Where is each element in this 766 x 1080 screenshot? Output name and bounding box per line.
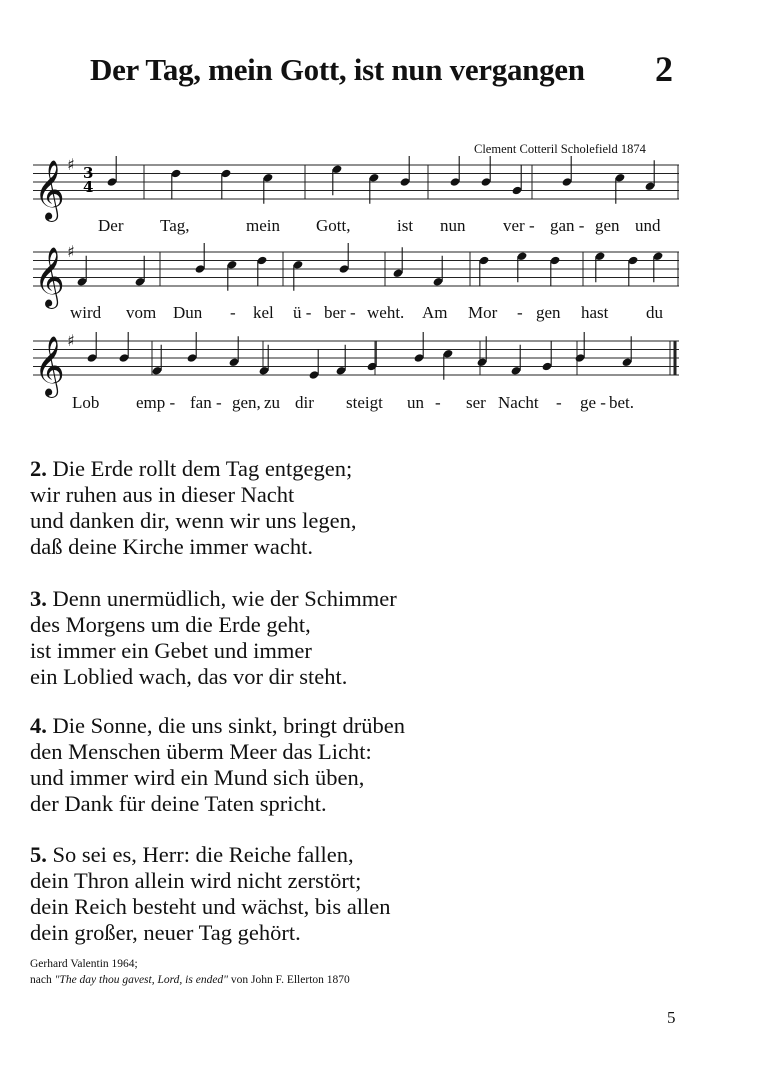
stanza-line: ist immer ein Gebet und immer <box>30 638 312 663</box>
stanza-line: ein Loblied wach, das vor dir steht. <box>30 664 348 689</box>
time-signature-bottom: 4 <box>83 178 94 196</box>
lyric-syllable: hast <box>581 303 609 322</box>
key-sharp-icon: ♯ <box>67 242 75 261</box>
lyrics-line-2 <box>70 303 664 322</box>
page-number: 5 <box>667 1008 676 1027</box>
lyric-syllable: zu <box>264 393 281 412</box>
lyric-syllable: fan - <box>190 393 222 412</box>
lyric-syllable: mein <box>246 216 280 235</box>
stanza-line: des Morgens um die Erde geht, <box>30 612 311 637</box>
lyric-syllable: nun <box>440 216 466 235</box>
key-sharp-icon: ♯ <box>67 331 75 350</box>
lyric-syllable: kel <box>253 303 274 322</box>
lyric-syllable: Am <box>422 303 448 322</box>
lyric-syllable: vom <box>126 303 157 322</box>
stanza-line: So sei es, Herr: die Reiche fallen, <box>52 842 354 867</box>
key-sharp-icon: ♯ <box>67 155 75 174</box>
stanza-number: 5. <box>30 842 47 867</box>
note-heads <box>76 156 663 380</box>
stanza-number: 2. <box>30 456 47 481</box>
lyric-syllable: Gott, <box>316 216 351 235</box>
stanza-2 <box>30 456 357 560</box>
lyric-syllable: Lob <box>72 393 100 412</box>
lyric-syllable: gen <box>595 216 620 235</box>
lyric-syllable: dir <box>295 393 314 412</box>
page-title: Der Tag, mein Gott, ist nun vergangen <box>90 52 585 87</box>
composer-credit: Clement Cotteril Scholefield 1874 <box>474 142 646 156</box>
lyric-syllable: ge - <box>580 393 606 412</box>
treble-clefs <box>34 155 75 398</box>
author-credit: Gerhard Valentin 1964; <box>30 958 138 970</box>
lyric-syllable: - <box>435 393 441 412</box>
lyric-syllable: Dun <box>173 303 203 322</box>
treble-clef-icon: 𝄞 <box>34 247 65 307</box>
lyrics-line-1 <box>98 216 661 235</box>
stanza-line: Denn unermüdlich, wie der Schimmer <box>52 586 397 611</box>
lyric-syllable: ver - <box>503 216 535 235</box>
lyric-syllable: wird <box>70 303 102 322</box>
lyric-syllable: Tag, <box>160 216 190 235</box>
hymn-number: 2 <box>655 49 673 89</box>
treble-clef-icon: 𝄞 <box>34 160 65 220</box>
stanza-line: dein Reich besteht und wächst, bis allen <box>30 894 391 919</box>
stanza-line: und immer wird ein Mund sich üben, <box>30 765 365 790</box>
stanza-line: dein Thron allein wird nicht zerstört; <box>30 868 362 893</box>
lyric-syllable: ü - <box>293 303 312 322</box>
lyrics-line-3 <box>72 393 634 412</box>
credit-suffix: von John F. Ellerton 1870 <box>228 974 350 986</box>
stanza-3 <box>30 586 397 690</box>
original-title: "The day thou gavest, Lord, is ended" <box>54 974 229 986</box>
lyric-syllable: ist <box>397 216 414 235</box>
lyric-syllable: Nacht <box>498 393 539 412</box>
treble-clef-icon: 𝄞 <box>34 336 65 396</box>
stanza-line: daß deine Kirche immer wacht. <box>30 534 314 559</box>
stanza-4 <box>30 713 405 817</box>
credit-prefix: nach <box>30 974 55 986</box>
lyric-syllable: gen, <box>232 393 261 412</box>
stanza-line: und danken dir, wenn wir uns legen, <box>30 508 357 533</box>
lyric-syllable: emp - <box>136 393 176 412</box>
staff-lines <box>33 165 679 375</box>
stanza-line: der Dank für deine Taten spricht. <box>30 791 327 816</box>
music-notation <box>0 0 766 420</box>
lyric-syllable: gen <box>536 303 561 322</box>
lyric-syllable: weht. <box>367 303 405 322</box>
text-credits <box>30 956 350 988</box>
stanza-line: wir ruhen aus in dieser Nacht <box>30 482 295 507</box>
stanza-line: Die Sonne, die uns sinkt, bringt drüben <box>52 713 405 738</box>
lyric-syllable: - <box>556 393 562 412</box>
lyric-syllable: gan - <box>550 216 585 235</box>
lyric-syllable: und <box>635 216 661 235</box>
lyric-syllable: du <box>646 303 663 322</box>
stanza-line: Die Erde rollt dem Tag entgegen; <box>52 456 353 481</box>
lyric-syllable: bet. <box>609 393 635 412</box>
stanza-number: 4. <box>30 713 47 738</box>
lyric-syllable: - <box>517 303 523 322</box>
stanza-line: den Menschen überm Meer das Licht: <box>30 739 372 764</box>
lyric-syllable: ber - <box>324 303 356 322</box>
lyric-syllable: un <box>407 393 424 412</box>
stanza-5 <box>30 842 391 946</box>
stanza-line: dein großer, neuer Tag gehört. <box>30 920 301 945</box>
lyric-syllable: Der <box>98 216 124 235</box>
lyric-syllable: Mor <box>468 303 498 322</box>
time-signature-top: 3 <box>83 164 94 182</box>
lyric-syllable: - <box>230 303 236 322</box>
lyric-syllable: ser <box>466 393 486 412</box>
lyric-syllable: steigt <box>346 393 383 412</box>
stanza-number: 3. <box>30 586 47 611</box>
